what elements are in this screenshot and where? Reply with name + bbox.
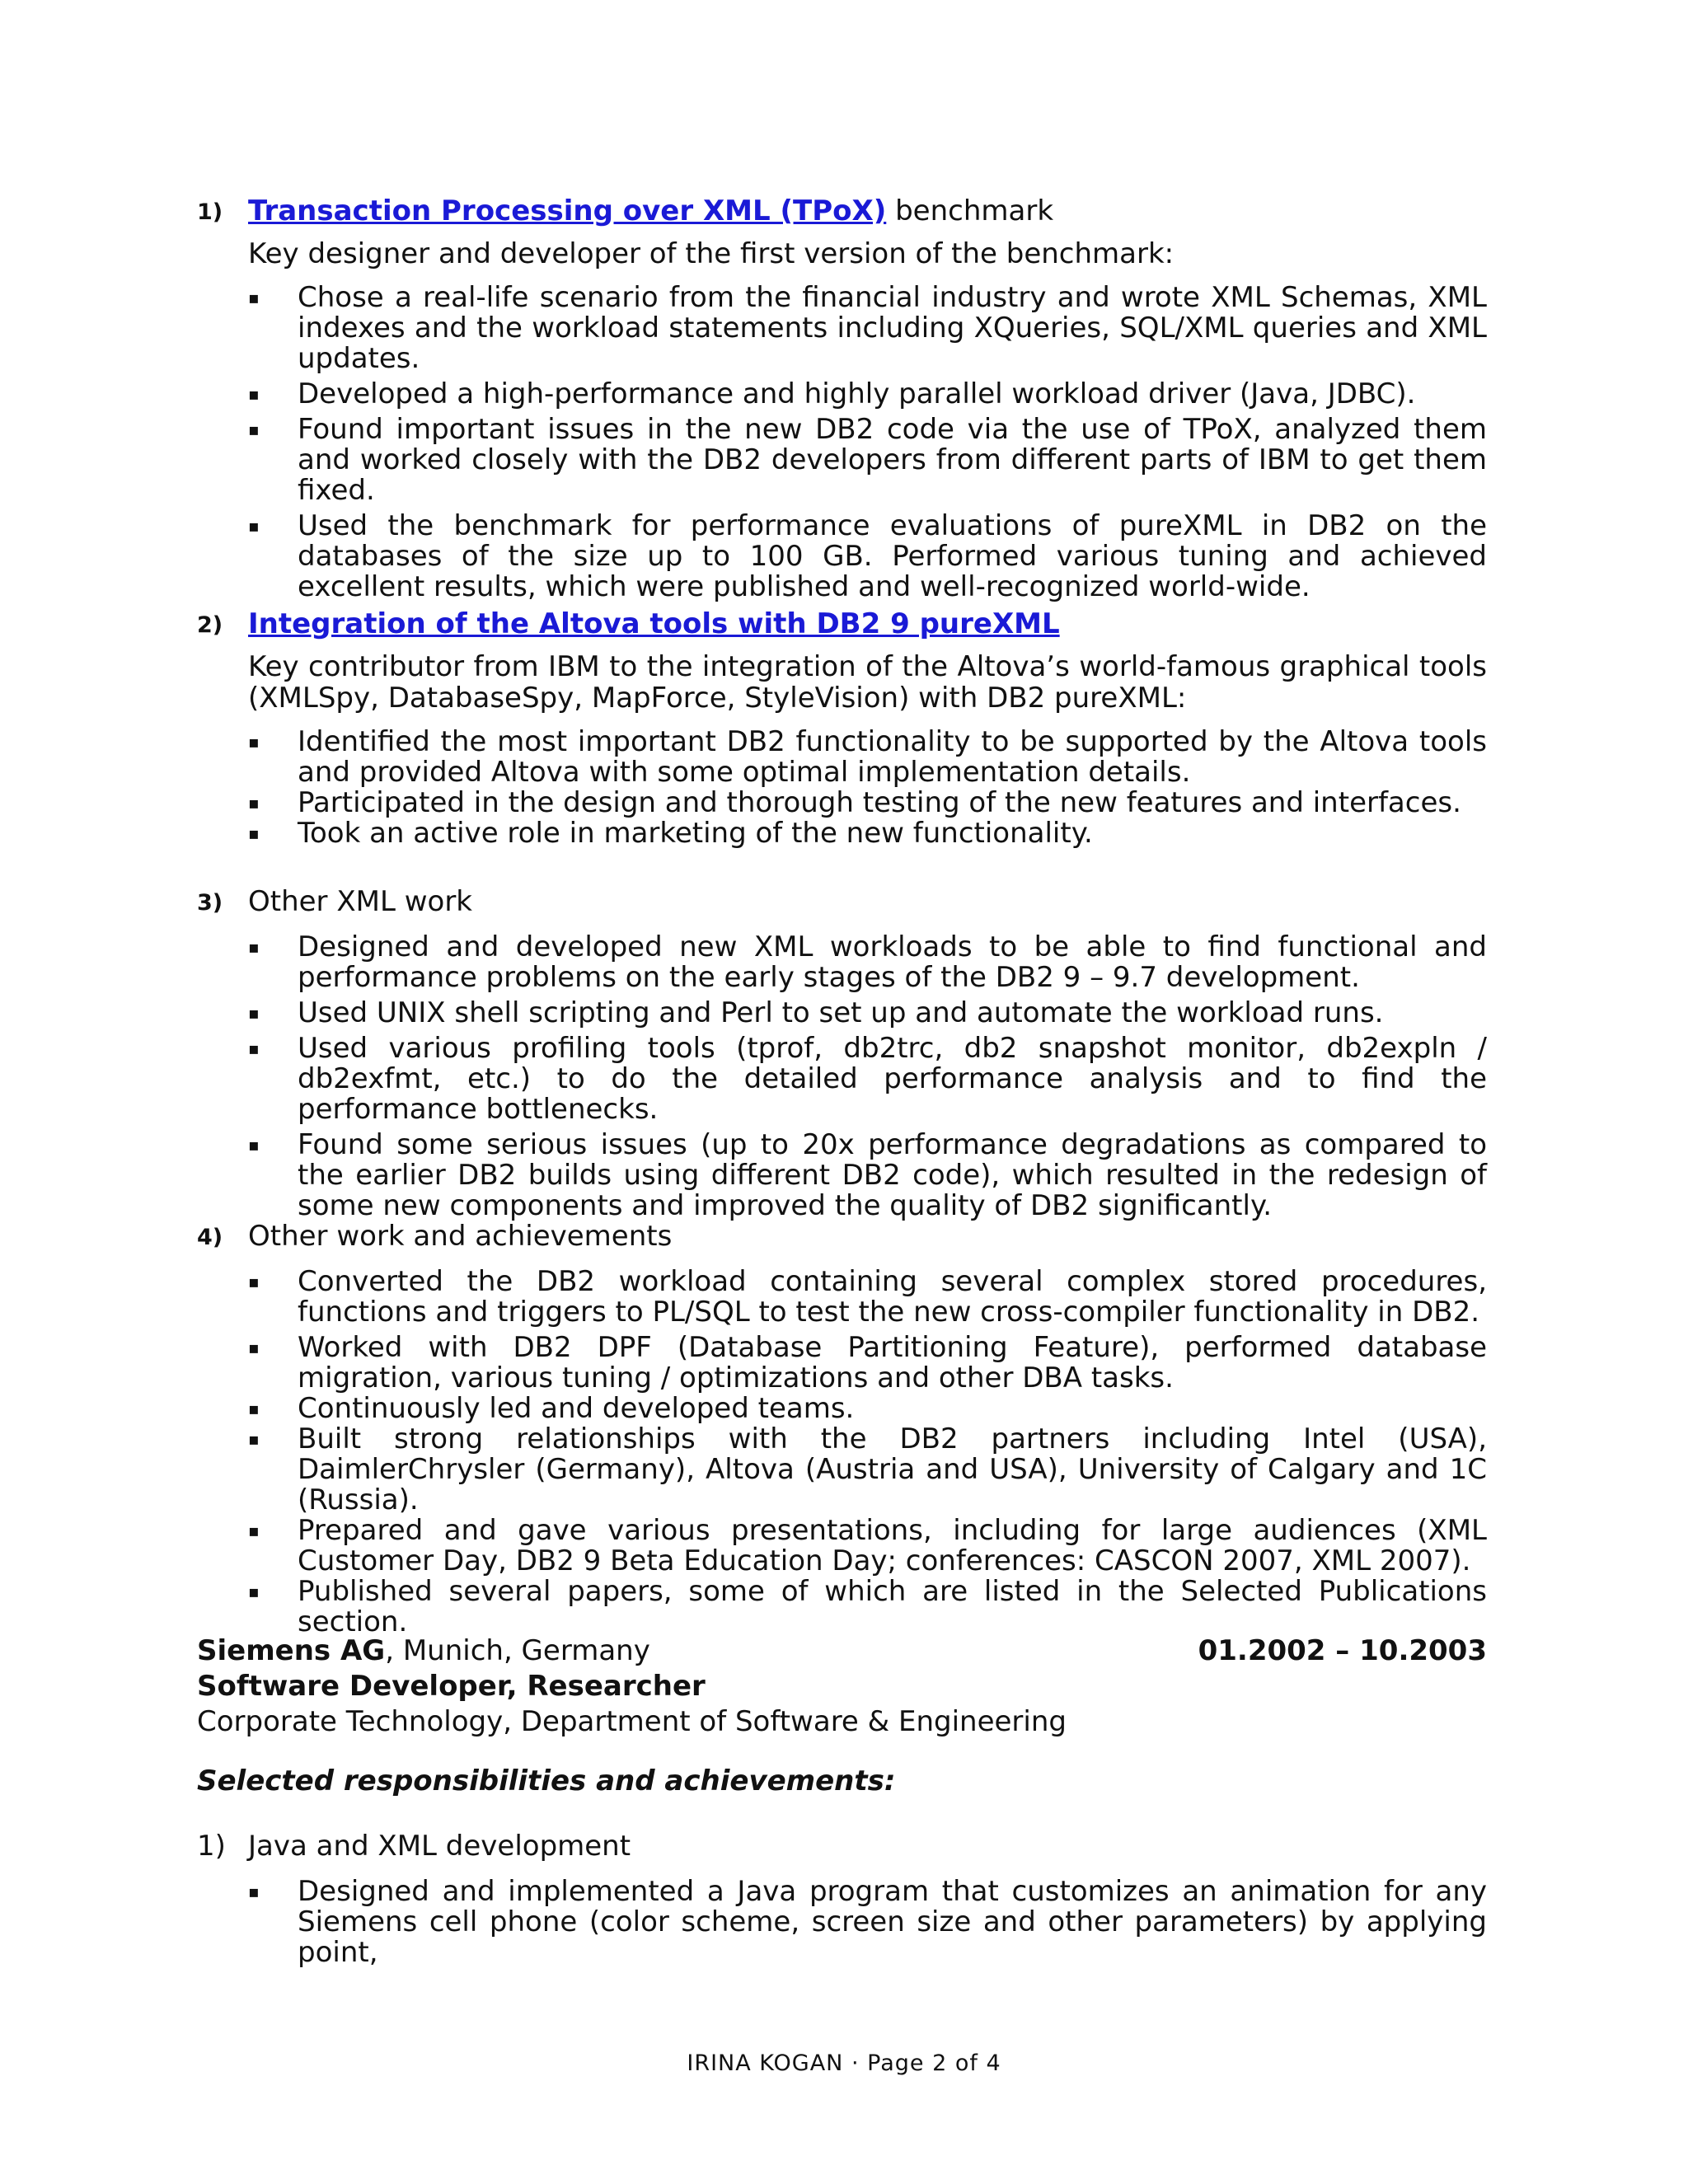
bullet-icon: ▪ <box>248 937 260 957</box>
bullet-list <box>197 932 1487 1221</box>
bullet-icon: ▪ <box>248 1429 260 1449</box>
bullet-icon: ▪ <box>248 1038 260 1058</box>
list-item: ▪ Worked with DB2 DPF (Database Partitioning Feature), performed database migration, various tuning / optimizations and other DBA tasks. <box>248 1331 1487 1394</box>
list-item: ▪ Published several papers, some of which are listed in the Selected Publications section. <box>248 1575 1487 1638</box>
list-item: ▪ Identified the most important DB2 functionality to be supported by the Altova tools and provided Altova with some optimal implementation details. <box>248 725 1487 789</box>
altova-link[interactable]: Integration of the Altova tools with DB2 9 pureXML <box>248 607 1060 640</box>
department: Corporate Technology, Department of Software & Engineering <box>197 1705 1067 1738</box>
section-title: Other work and achievements <box>248 1220 673 1253</box>
section-tpox <box>197 194 1487 607</box>
list-item: ▪ Converted the DB2 workload containing several complex stored procedures, functions and triggers to PL/SQL to test the new cross-compiler functionality in DB2. <box>248 1265 1487 1329</box>
bullet-icon: ▪ <box>248 732 260 752</box>
responsibilities-heading: Selected responsibilities and achievements: <box>197 1765 896 1797</box>
company-location: , Munich, Germany <box>385 1634 650 1667</box>
bullet-icon: ▪ <box>248 793 260 813</box>
list-item: ▪ Found important issues in the new DB2 code via the use of TPoX, analyzed them and worked closely with the DB2 developers from different parts of IBM to get them fixed. <box>248 413 1487 507</box>
section-number: 3) <box>197 890 223 916</box>
bullet-icon: ▪ <box>248 1882 260 1901</box>
bullet-icon: ▪ <box>248 1003 260 1023</box>
list-item: ▪ Developed a high-performance and highly parallel workload driver (Java, JDBC). <box>248 377 1416 410</box>
bullet-icon: ▪ <box>248 1521 260 1540</box>
list-item: ▪ Took an active role in marketing of the new functionality. <box>248 817 1093 850</box>
company-name: Siemens AG <box>197 1634 386 1667</box>
section-number: 1) <box>197 199 223 225</box>
bullet-list <box>197 727 1487 849</box>
bullet-icon: ▪ <box>248 516 260 536</box>
bullet-icon: ▪ <box>248 1338 260 1357</box>
bullet-icon: ▪ <box>248 288 260 307</box>
list-item: ▪ Chose a real-life scenario from the financial industry and wrote XML Schemas, XML indexes and the workload statements including XQueries, SQL/XML queries and XML updates. <box>248 281 1487 375</box>
bullet-list <box>197 1877 1487 1968</box>
bullet-icon: ▪ <box>248 1399 260 1418</box>
employer-block <box>197 1633 1487 1740</box>
section-number: 1) <box>197 1830 226 1863</box>
bullet-list <box>197 283 1487 602</box>
section-heading <box>197 884 1487 919</box>
list-item: ▪ Participated in the design and thorough testing of the new features and interfaces. <box>248 786 1461 819</box>
section-title: Java and XML development <box>248 1830 631 1863</box>
list-item: ▪ Used various profiling tools (tprof, db2trc, db2 snapshot monitor, db2expln / db2exfmt, etc.) to do the detailed performance analysis and to find the performance bottlenecks. <box>248 1032 1487 1126</box>
bullet-icon: ▪ <box>248 823 260 843</box>
section-title-suffix: benchmark <box>886 194 1054 227</box>
page-footer: IRINA KOGAN · Page 2 of 4 <box>687 2050 1001 2076</box>
bullet-icon: ▪ <box>248 1135 260 1155</box>
list-item: ▪ Built strong relationships with the DB2 partners including Intel (USA), DaimlerChrysler (Germany), Altova (Austria and USA), University of Calgary and 1C (Russia). <box>248 1422 1487 1516</box>
bullet-list <box>197 1267 1487 1638</box>
bullet-icon: ▪ <box>248 1272 260 1291</box>
bullet-icon: ▪ <box>248 1582 260 1601</box>
list-item: ▪ Prepared and gave various presentations, including for large audiences (XML Customer Day, DB2 9 Beta Education Day; conferences: CASCON 2007, XML 2007). <box>248 1514 1487 1577</box>
section-java-xml <box>197 1829 1487 1973</box>
list-item: ▪ Used UNIX shell scripting and Perl to set up and automate the workload runs. <box>248 996 1384 1029</box>
section-altova <box>197 607 1487 849</box>
section-title: Other XML work <box>248 885 472 918</box>
list-item: ▪ Designed and developed new XML workloads to be able to find functional and performance problems on the early stages of the DB2 9 – 9.7 development. <box>248 930 1487 994</box>
section-other-work <box>197 1219 1487 1638</box>
section-intro: Key designer and developer of the first version of the benchmark: <box>248 237 1175 270</box>
bullet-icon: ▪ <box>248 384 260 404</box>
section-number: 4) <box>197 1225 223 1250</box>
employment-dates: 01.2002 – 10.2003 <box>1198 1634 1487 1667</box>
section-intro: Key contributor from IBM to the integration of the Altova’s world-famous graphical tools (XMLSpy, DatabaseSpy, MapForce, StyleVision) with DB2 pureXML: <box>248 650 1487 715</box>
section-heading <box>197 607 1487 641</box>
section-heading <box>197 194 1487 228</box>
job-title: Software Developer, Researcher <box>197 1670 706 1703</box>
list-item: ▪ Continuously led and developed teams. <box>248 1392 855 1425</box>
section-heading <box>197 1219 1487 1254</box>
section-other-xml <box>197 884 1487 1226</box>
list-item: ▪ Designed and implemented a Java program that customizes an animation for any Siemens cell phone (color scheme, screen size and other parameters) by applying point, <box>248 1875 1487 1969</box>
list-item: ▪ Found some serious issues (up to 20x performance degradations as compared to the earlier DB2 builds using different DB2 code), which resulted in the redesign of some new components and improved the quality of DB2 significantly. <box>248 1128 1487 1222</box>
employer-line <box>197 1633 1487 1669</box>
section-number: 2) <box>197 612 223 638</box>
bullet-icon: ▪ <box>248 419 260 439</box>
section-heading <box>197 1829 1487 1863</box>
list-item: ▪ Used the benchmark for performance evaluations of pureXML in DB2 on the databases of the size up to 100 GB. Performed various tuning and achieved excellent results, which were published and well-recognized world-wide. <box>248 509 1487 603</box>
tpox-link[interactable]: Transaction Processing over XML (TPoX) <box>248 194 887 227</box>
